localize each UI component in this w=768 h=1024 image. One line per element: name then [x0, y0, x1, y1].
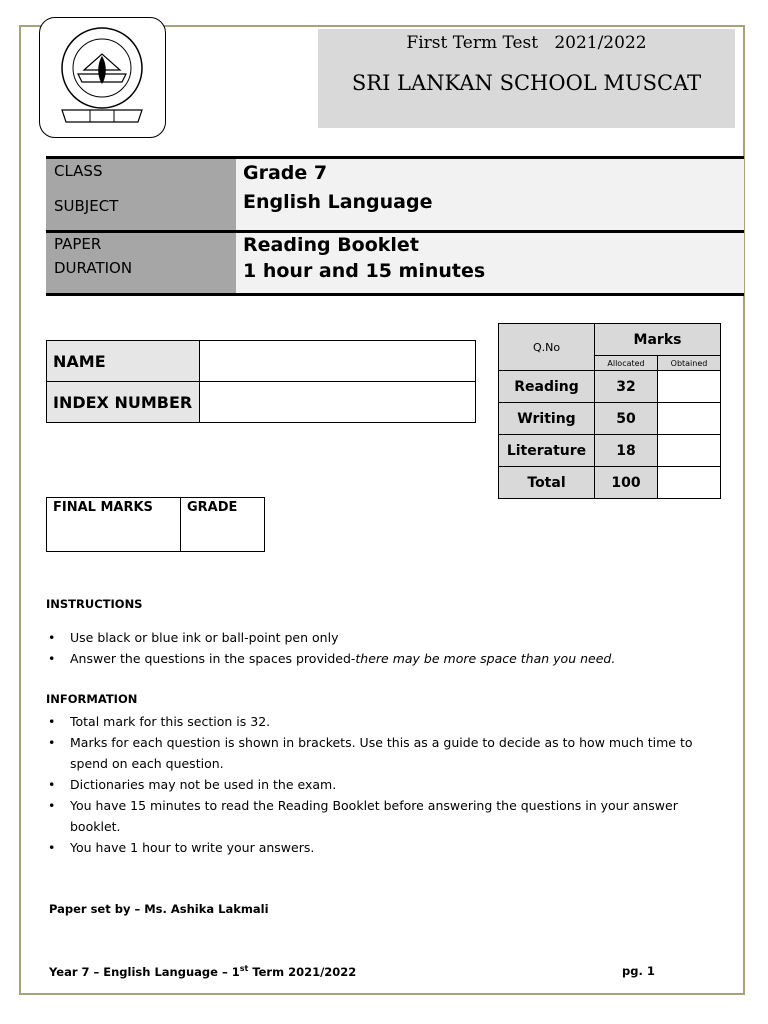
allocated-cell: 32 — [595, 371, 658, 403]
index-number-label: INDEX NUMBER — [47, 382, 200, 423]
school-name: SRI LANKAN SCHOOL MUSCAT — [351, 71, 702, 95]
info-rule-bottom — [46, 293, 744, 296]
school-crest-icon — [39, 17, 166, 138]
page-number: pg. 1 — [622, 964, 655, 978]
obtained-cell[interactable] — [658, 371, 721, 403]
list-item: • Marks for each question is shown in brackets. Use this as a guide to decide as to how much time to spend on each question. — [48, 735, 693, 771]
index-number-field[interactable] — [200, 382, 476, 423]
allocated-cell: 18 — [595, 435, 658, 467]
marks-row-literature — [499, 435, 721, 467]
marks-row-reading — [499, 371, 721, 403]
list-item: • You have 1 hour to write your answers. — [48, 840, 315, 855]
instructions-title: INSTRUCTIONS — [46, 597, 143, 611]
name-field[interactable] — [200, 341, 476, 382]
information-title: INFORMATION — [46, 692, 138, 706]
marks-row-total — [499, 467, 721, 499]
final-marks-table — [46, 497, 265, 552]
obtained-header: Obtained — [658, 356, 721, 371]
list-item: • Total mark for this section is 32. — [48, 714, 271, 729]
index-row — [47, 382, 476, 423]
marks-table — [498, 323, 721, 499]
test-title: First Term Test 2021/2022 — [406, 33, 647, 53]
paper-value: Reading Booklet — [243, 234, 419, 256]
class-value: Grade 7 — [243, 162, 328, 184]
row-label: Reading — [499, 371, 595, 403]
obtained-cell[interactable] — [658, 403, 721, 435]
allocated-cell: 50 — [595, 403, 658, 435]
student-details-table — [46, 340, 476, 423]
subject-value: English Language — [243, 191, 433, 213]
instructions-list — [46, 627, 706, 669]
duration-label: DURATION — [54, 259, 133, 277]
paper-label: PAPER — [54, 235, 102, 253]
row-label: Total — [499, 467, 595, 499]
row-label: Literature — [499, 435, 595, 467]
duration-value: 1 hour and 15 minutes — [243, 260, 486, 282]
list-item: • Use black or blue ink or ball-point pen only — [48, 630, 339, 645]
row-label: Writing — [499, 403, 595, 435]
name-row — [47, 341, 476, 382]
paper-set-by: Paper set by – Ms. Ashika Lakmali — [49, 902, 269, 916]
final-marks-label: FINAL MARKS — [47, 498, 181, 552]
class-label: CLASS — [54, 162, 103, 180]
list-item: • You have 15 minutes to read the Reading Booklet before answering the questions in your answer booklet. — [48, 798, 678, 834]
header-banner — [318, 29, 735, 128]
information-list — [46, 711, 706, 858]
list-item: • Answer the questions in the spaces provided-there may be more space than you need. — [48, 651, 616, 666]
list-item: • Dictionaries may not be used in the exam. — [48, 777, 337, 792]
allocated-header: Allocated — [595, 356, 658, 371]
marks-header: Marks — [595, 324, 721, 356]
obtained-cell[interactable] — [658, 467, 721, 499]
course-line: Year 7 – English Language – 1st Term 2021/2022 — [49, 964, 357, 979]
paper-duration-row — [46, 233, 744, 293]
class-subject-row — [46, 159, 744, 230]
allocated-cell: 100 — [595, 467, 658, 499]
marks-row-writing — [499, 403, 721, 435]
name-label: NAME — [47, 341, 200, 382]
grade-label: GRADE — [181, 498, 265, 552]
subject-label: SUBJECT — [54, 197, 119, 215]
obtained-cell[interactable] — [658, 435, 721, 467]
qno-header: Q.No — [499, 324, 595, 371]
